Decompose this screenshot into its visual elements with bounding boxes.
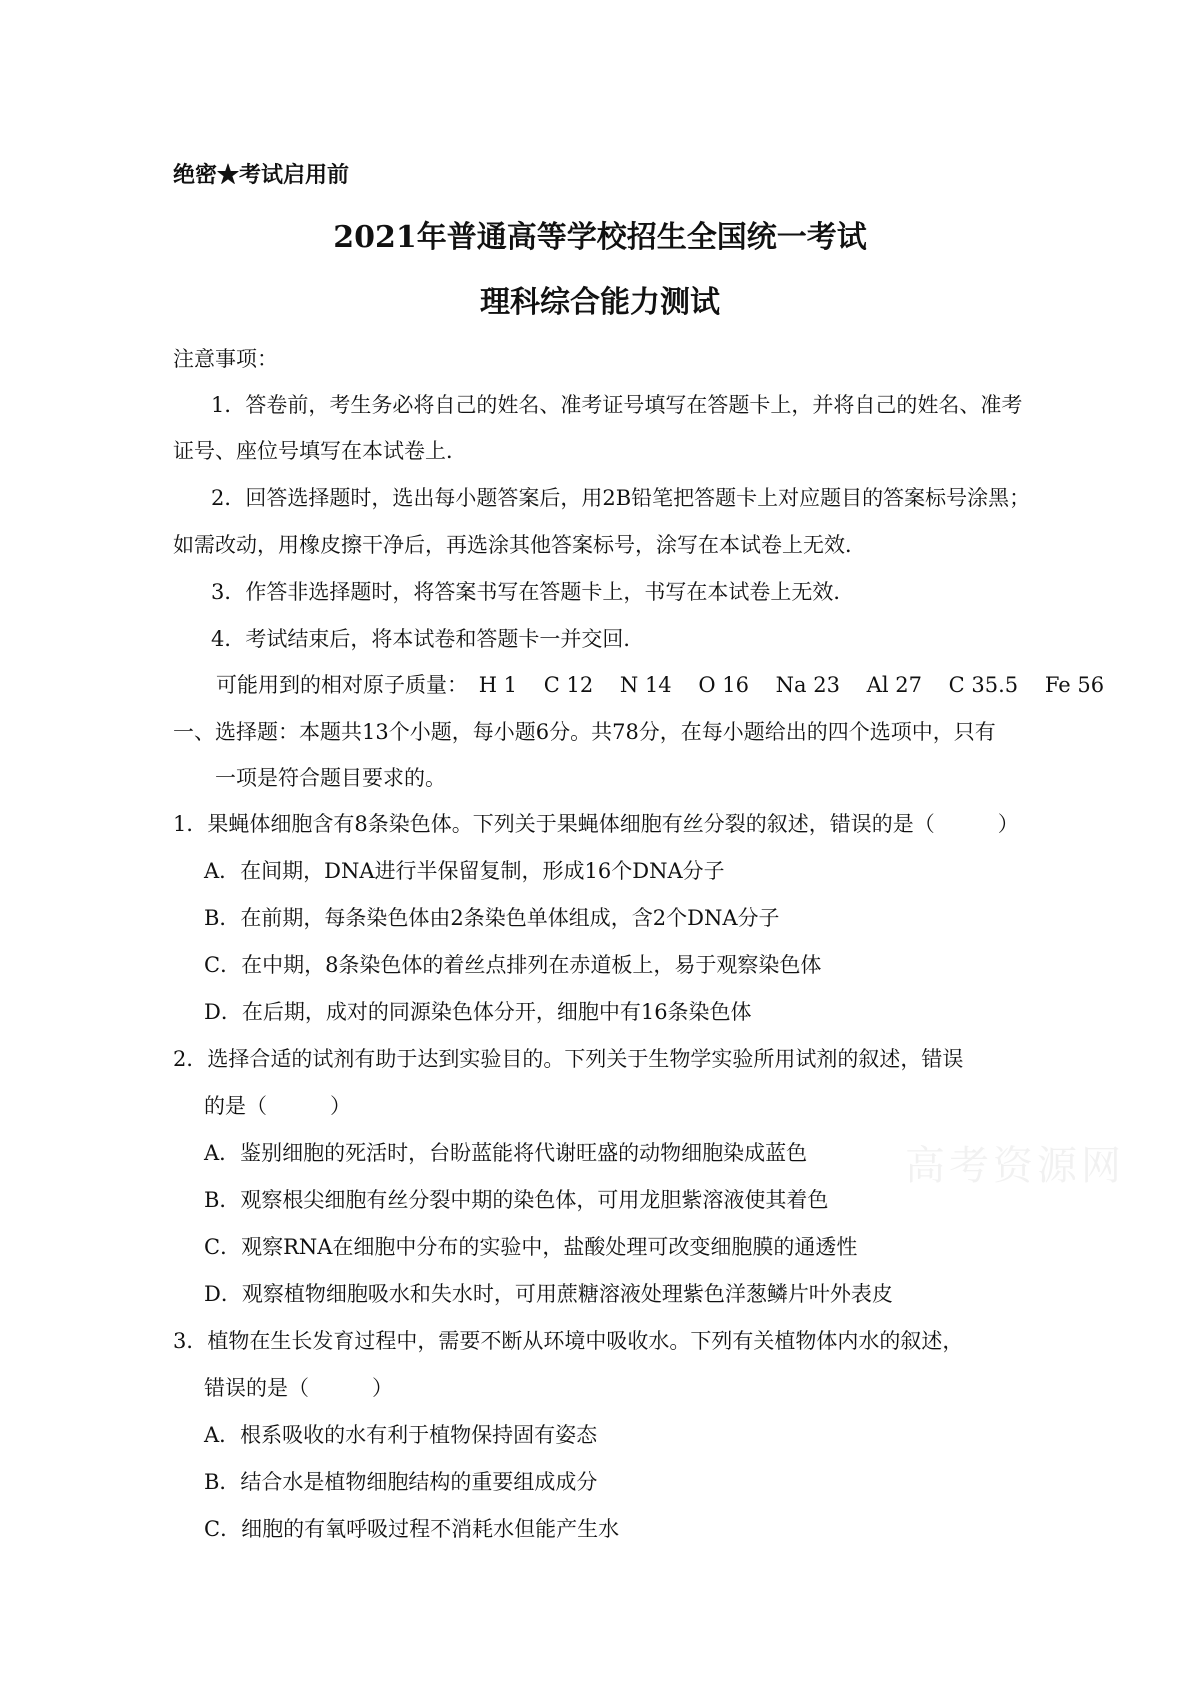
notes-heading: 注意事项： bbox=[173, 347, 278, 371]
question-2-option-d: D．观察植物细胞吸水和失水时，可用蔗糖溶液处理紫色洋葱鳞片叶外表皮 bbox=[204, 1282, 893, 1306]
note-3: 3．作答非选择题时，将答案书写在答题卡上，书写在本试卷上无效． bbox=[211, 580, 855, 604]
question-3-option-c: C．细胞的有氧呼吸过程不消耗水但能产生水 bbox=[204, 1517, 620, 1541]
confidential-label: 绝密★考试启用前 bbox=[173, 162, 350, 188]
exam-title: 2021年普通高等学校招生全国统一考试 bbox=[333, 220, 867, 255]
atomic-mass: Na 23 bbox=[775, 673, 840, 697]
atomic-mass: C 35.5 bbox=[948, 673, 1019, 697]
question-1-option-a: A．在间期，DNA进行半保留复制，形成16个DNA分子 bbox=[204, 859, 725, 883]
question-1-option-d: D．在后期，成对的同源染色体分开，细胞中有16条染色体 bbox=[204, 1000, 752, 1024]
question-1-option-c: C．在中期，8条染色体的着丝点排列在赤道板上，易于观察染色体 bbox=[204, 953, 822, 977]
section-heading-line-1: 一、选择题：本题共13个小题，每小题6分。共78分，在每小题给出的四个选项中，只有 bbox=[173, 720, 996, 744]
question-2-stem-line-2: 的是（ ） bbox=[204, 1094, 351, 1118]
note-2-line-2: 如需改动，用橡皮擦干净后，再选涂其他答案标号，涂写在本试卷上无效． bbox=[173, 533, 866, 557]
question-2-option-a: A．鉴别细胞的死活时，台盼蓝能将代谢旺盛的动物细胞染成蓝色 bbox=[204, 1141, 808, 1165]
question-2-option-b: B．观察根尖细胞有丝分裂中期的染色体，可用龙胆紫溶液使其着色 bbox=[204, 1188, 829, 1212]
atomic-masses-label: 可能用到的相对原子质量： bbox=[216, 673, 468, 697]
exam-subtitle: 理科综合能力测试 bbox=[480, 285, 720, 320]
note-2-line-1: 2．回答选择题时，选出每小题答案后，用2B铅笔把答题卡上对应题目的答案标号涂黑； bbox=[211, 486, 1031, 510]
atomic-mass: C 12 bbox=[543, 673, 594, 697]
atomic-masses-line bbox=[216, 671, 1124, 699]
section-heading-line-2: 一项是符合题目要求的。 bbox=[215, 766, 446, 790]
atomic-mass: N 14 bbox=[619, 673, 672, 697]
question-1-option-b: B．在前期，每条染色体由2条染色单体组成，含2个DNA分子 bbox=[204, 906, 780, 930]
question-2-option-c: C．观察RNA在细胞中分布的实验中，盐酸处理可改变细胞膜的通透性 bbox=[204, 1235, 858, 1259]
question-2-stem-line-1: 2．选择合适的试剂有助于达到实验目的。下列关于生物学实验所用试剂的叙述，错误 bbox=[173, 1047, 964, 1071]
atomic-mass: H 1 bbox=[478, 673, 518, 697]
note-1-line-1: 1．答卷前，考生务必将自己的姓名、准考证号填写在答题卡上，并将自己的姓名、准考 bbox=[211, 393, 1023, 417]
atomic-mass: Al 27 bbox=[866, 673, 922, 697]
atomic-mass: Fe 56 bbox=[1044, 673, 1105, 697]
question-3-stem-line-2: 错误的是（ ） bbox=[204, 1376, 393, 1400]
note-1-line-2: 证号、座位号填写在本试卷上． bbox=[173, 439, 467, 463]
note-4: 4．考试结束后，将本试卷和答题卡一并交回． bbox=[211, 627, 645, 651]
question-3-stem-line-1: 3．植物在生长发育过程中，需要不断从环境中吸收水。下列有关植物体内水的叙述， bbox=[173, 1329, 964, 1353]
question-3-option-b: B．结合水是植物细胞结构的重要组成成分 bbox=[204, 1470, 598, 1494]
question-3-option-a: A．根系吸收的水有利于植物保持固有姿态 bbox=[204, 1423, 598, 1447]
watermark: 高考资源网 bbox=[905, 1143, 1125, 1189]
atomic-mass: O 16 bbox=[698, 673, 749, 697]
question-1-stem: 1．果蝇体细胞含有8条染色体。下列关于果蝇体细胞有丝分裂的叙述，错误的是（ ） bbox=[173, 812, 1019, 836]
